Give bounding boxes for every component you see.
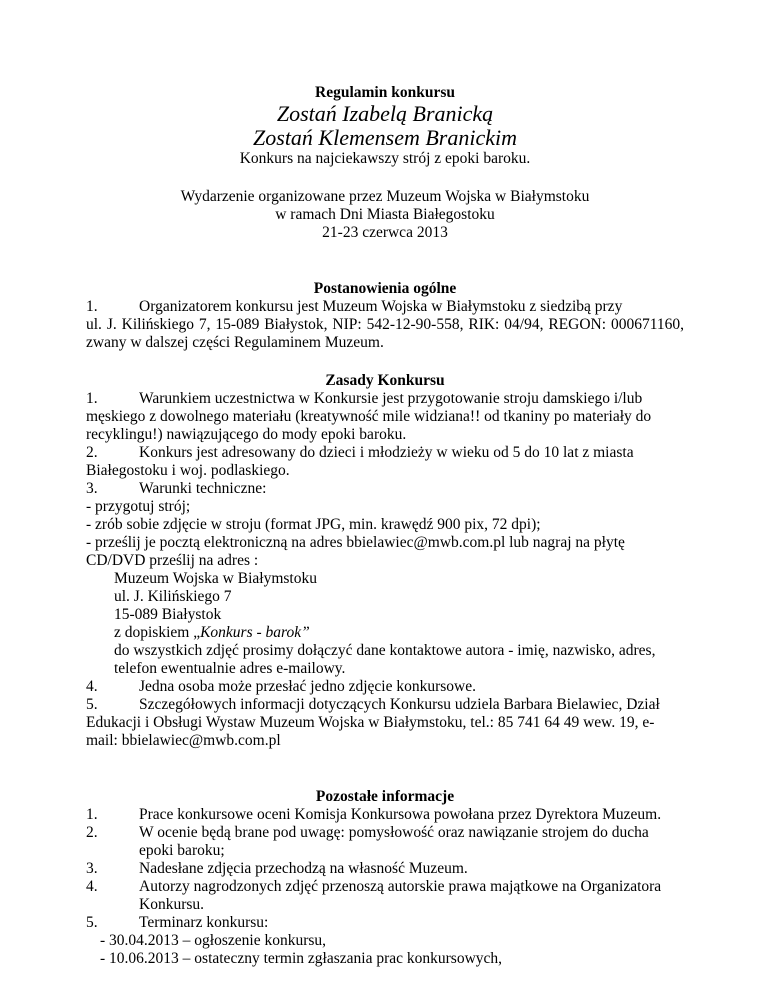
contest-title-1: Zostań Izabelą Branicką: [276, 101, 494, 126]
address-block: [86, 570, 684, 678]
document-content: [86, 84, 684, 968]
rule-number: 5.: [86, 696, 98, 713]
contest-tagline: Konkurs na najciekawszy strój z epoki baroku.: [239, 150, 531, 167]
rule-4: [86, 678, 684, 696]
other-item-2: [86, 824, 684, 860]
rule-text: Warunki techniczne:: [139, 480, 267, 497]
rule-text: Konkurs jest adresowany do dzieci i młodzieży w wieku od 5 do 10 lat z miasta: [139, 444, 634, 461]
address-line-4: [114, 624, 684, 642]
rule-number: 1.: [86, 390, 98, 407]
item-text: Autorzy nagrodzonych zdjęć przenoszą autorskie prawa majątkowe na Organizatora Konkursu.: [139, 878, 662, 913]
rule-5-cont: Edukacji i Obsługi Wystaw Muzeum Wojska w Białymstoku, tel.: 85 741 64 49 wew. 19, e-mail: bbielawiec@mwb.com.pl: [86, 714, 655, 749]
address-note-italic: Konkurs - barok”: [200, 624, 310, 641]
schedule-item-1: - 30.04.2013 – ogłoszenie konkursu,: [100, 932, 327, 949]
paragraph-text: Organizatorem konkursu jest Muzeum Wojska w Białymstoku z siedzibą przy: [139, 298, 623, 315]
item-text: Nadesłane zdjęcia przechodzą na własność Muzeum.: [139, 860, 468, 877]
item-number: 4.: [86, 878, 98, 895]
address-line-3: 15-089 Białystok: [114, 606, 222, 623]
section-heading-general: Postanowienia ogólne: [313, 280, 457, 297]
event-line: w ramach Dni Miasta Białegostoku: [275, 206, 495, 223]
address-note-prefix: z dopiskiem „: [114, 624, 201, 641]
rule-1: [86, 390, 684, 408]
rule-text: Warunkiem uczestnictwa w Konkursie jest przygotowanie stroju damskiego i/lub: [139, 390, 643, 407]
rule-text: Jedna osoba może przesłać jedno zdjęcie konkursowe.: [139, 678, 476, 695]
other-item-5: [86, 914, 684, 932]
address-line-2: ul. J. Kilińskiego 7: [114, 588, 232, 605]
rule-number: 4.: [86, 678, 98, 695]
rule-2-cont: Białegostoku i woj. podlaskiego.: [86, 462, 290, 479]
contact-note: do wszystkich zdjęć prosimy dołączyć dane kontaktowe autora - imię, nazwisko, adres, telefon ewentualnie adres e-mailowy.: [114, 642, 656, 677]
schedule-item-2: - 10.06.2013 – ostateczny termin zgłaszania prac konkursowych,: [100, 950, 503, 967]
item-number: 2.: [86, 824, 98, 841]
document-title: Regulamin konkursu: [315, 84, 455, 101]
rule-3: [86, 480, 684, 498]
other-item-4: [86, 878, 684, 914]
other-item-3: [86, 860, 684, 878]
item-number: 3.: [86, 860, 98, 877]
tech-item-2: - zrób sobie zdjęcie w stroju (format JPG, min. krawędź 900 pix, 72 dpi);: [86, 516, 541, 533]
tech-item-1: - przygotuj strój;: [86, 498, 191, 515]
section-heading-other: Pozostałe informacje: [315, 788, 455, 805]
item-text: W ocenie będą brane pod uwagę: pomysłowość oraz nawiązanie strojem do ducha epoki baroku;: [139, 824, 649, 859]
contest-title-2: Zostań Klemensem Branickim: [253, 125, 517, 150]
event-dates: 21-23 czerwca 2013: [322, 224, 448, 241]
item-text: Prace konkursowe oceni Komisja Konkursowa powołana przez Dyrektora Muzeum.: [139, 806, 662, 823]
rule-1-cont: męskiego z dowolnego materiału (kreatywność mile widziana!! od tkaniny po materiały do recyklingu!) nawiązującego do mody epoki baroku.: [86, 408, 652, 443]
rule-2: [86, 444, 684, 462]
tech-item-3: - prześlij je pocztą elektroniczną na adres bbielawiec@mwb.com.pl lub nagraj na płytę CD/DVD prześlij na adres :: [86, 534, 625, 569]
address-line-1: Muzeum Wojska w Białymstoku: [114, 570, 317, 587]
organizer-line: Wydarzenie organizowane przez Muzeum Wojska w Białymstoku: [180, 188, 590, 205]
general-paragraph-1-cont: ul. J. Kilińskiego 7, 15-089 Białystok, NIP: 542-12-90-558, RIK: 04/94, REGON: 000671160, zwany w dalszej części Regulaminem Muzeum.: [86, 316, 684, 351]
item-text: Terminarz konkursu:: [139, 914, 269, 931]
rule-number: 3.: [86, 480, 98, 497]
item-number: 1.: [86, 806, 98, 823]
rule-number: 2.: [86, 444, 98, 461]
paragraph-number: 1.: [86, 298, 98, 315]
item-number: 5.: [86, 914, 98, 931]
general-paragraph-1: [86, 298, 684, 316]
rule-text: Szczegółowych informacji dotyczących Konkursu udziela Barbara Bielawiec, Dział: [139, 696, 660, 713]
other-item-1: [86, 806, 684, 824]
rule-5: [86, 696, 684, 714]
section-heading-rules: Zasady Konkursu: [325, 372, 445, 389]
